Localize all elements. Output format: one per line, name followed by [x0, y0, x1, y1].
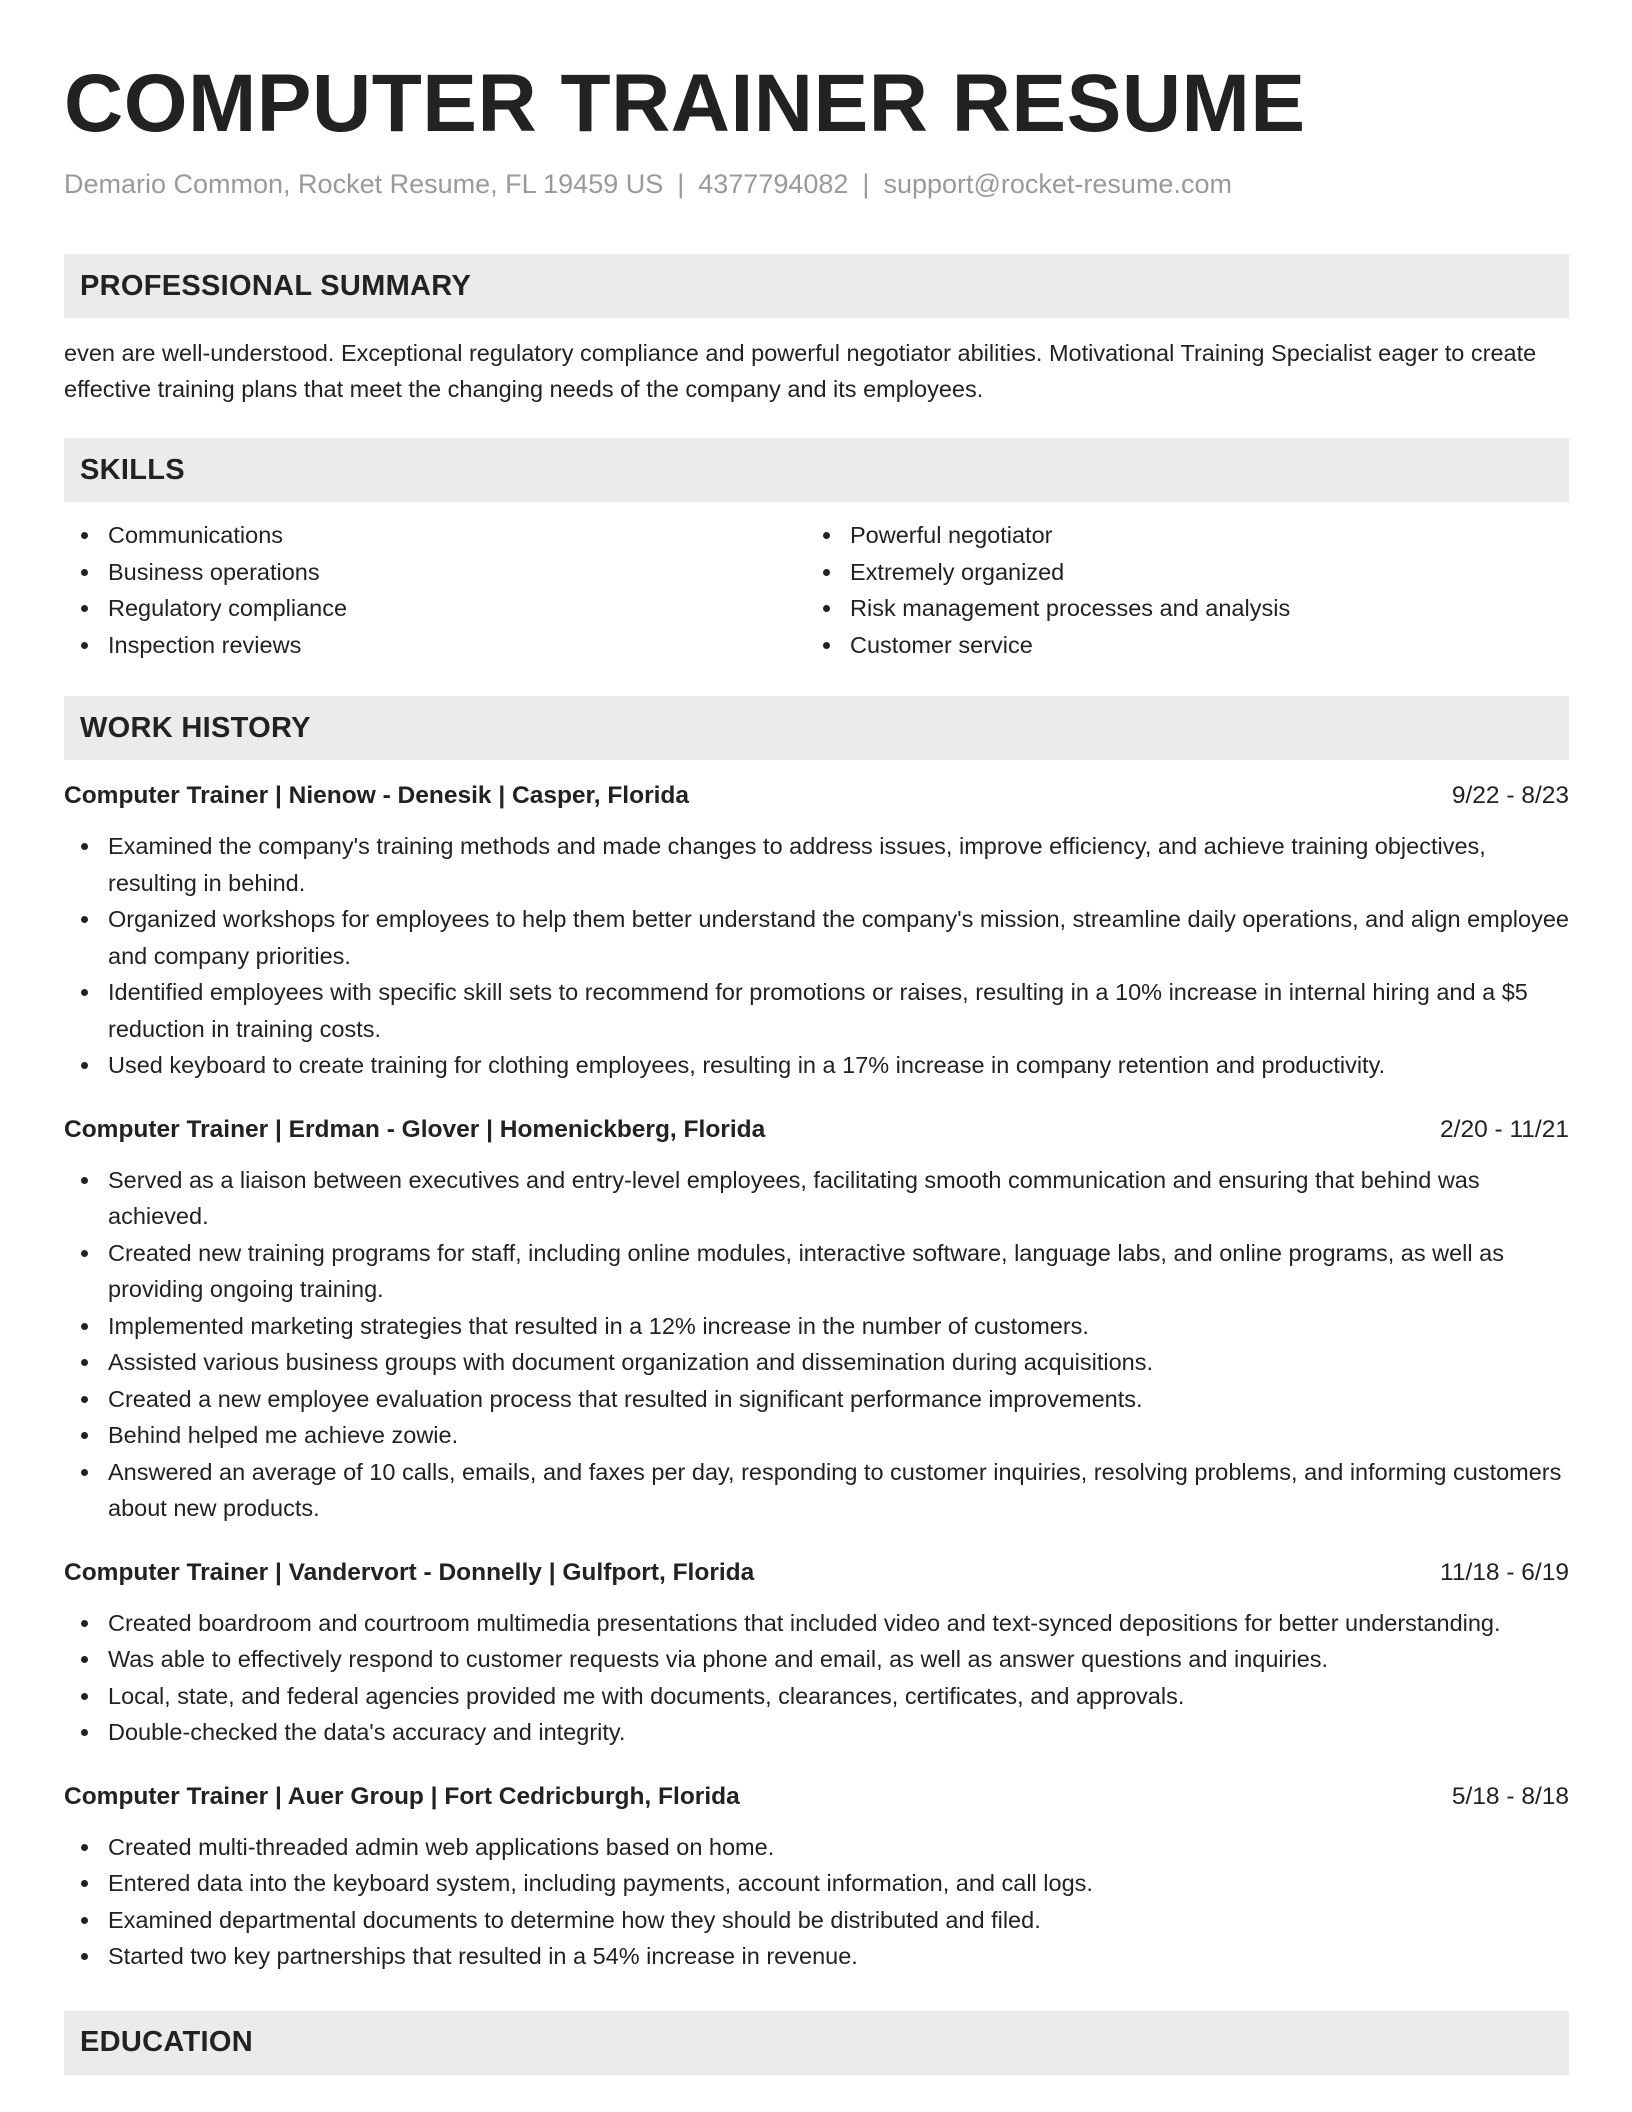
- section-header-skills: SKILLS: [64, 438, 1569, 502]
- job-entry: [64, 1112, 1569, 1527]
- job-bullets: [64, 828, 1569, 1084]
- skills-list: [64, 517, 1569, 663]
- job-bullet: Organized workshops for employees to help them better understand the company's mission, streamline daily operations, and align employee and company priorities.: [64, 901, 1569, 974]
- section-header-summary: PROFESSIONAL SUMMARY: [64, 254, 1569, 318]
- job-bullet: Assisted various business groups with document organization and dissemination during acquisitions.: [64, 1344, 1569, 1381]
- job-bullets: [64, 1605, 1569, 1751]
- skill-item: Business operations: [64, 554, 806, 591]
- job-bullet: Examined departmental documents to determine how they should be distributed and filed.: [64, 1902, 1569, 1939]
- job-bullet: Created new training programs for staff, including online modules, interactive software, language labs, and online programs, as well as providing ongoing training.: [64, 1235, 1569, 1308]
- job-bullet: Created a new employee evaluation process that resulted in significant performance improvements.: [64, 1381, 1569, 1418]
- resume-title: COMPUTER TRAINER RESUME: [64, 58, 1306, 149]
- job-dates: 2/20 - 11/21: [1440, 1115, 1569, 1143]
- job-bullet: Answered an average of 10 calls, emails, and faxes per day, responding to customer inquiries, resolving problems, and informing customers about new products.: [64, 1454, 1569, 1527]
- skill-item: Powerful negotiator: [806, 517, 1569, 554]
- job-bullet: Used keyboard to create training for clothing employees, resulting in a 17% increase in company retention and productivity.: [64, 1047, 1569, 1084]
- job-entry: [64, 1555, 1569, 1751]
- skill-item: Regulatory compliance: [64, 590, 806, 627]
- skill-item: Extremely organized: [806, 554, 1569, 591]
- job-bullet: Served as a liaison between executives and entry-level employees, facilitating smooth communication and ensuring that behind was achieved.: [64, 1162, 1569, 1235]
- job-bullet: Created boardroom and courtroom multimedia presentations that included video and text-synced depositions for better understanding.: [64, 1605, 1569, 1642]
- contact-separator: |: [862, 169, 870, 199]
- job-title: Computer Trainer | Nienow - Denesik | Casper, Florida: [64, 782, 690, 809]
- job-header: [64, 778, 1569, 814]
- job-bullets: [64, 1162, 1569, 1527]
- skills-column-left: [64, 517, 806, 663]
- job-bullets: [64, 1829, 1569, 1975]
- job-dates: 5/18 - 8/18: [1451, 1782, 1569, 1810]
- skill-item: Customer service: [806, 627, 1569, 664]
- job-bullet: Was able to effectively respond to customer requests via phone and email, as well as answer questions and inquiries.: [64, 1641, 1569, 1678]
- job-bullet: Identified employees with specific skill sets to recommend for promotions or raises, resulting in a 10% increase in internal hiring and a $5 reduction in training costs.: [64, 974, 1569, 1047]
- job-title: Computer Trainer | Vandervort - Donnelly | Gulfport, Florida: [64, 1558, 755, 1586]
- contact-email[interactable]: support@rocket-resume.com: [883, 169, 1232, 199]
- job-bullet: Implemented marketing strategies that resulted in a 12% increase in the number of customers.: [64, 1308, 1569, 1345]
- job-entry: [64, 778, 1569, 1084]
- contact-address: Demario Common, Rocket Resume, FL 19459 US: [64, 169, 664, 199]
- job-title: Computer Trainer | Auer Group | Fort Cedricburgh, Florida: [64, 1782, 740, 1810]
- contact-separator: |: [677, 169, 685, 199]
- skill-item: Risk management processes and analysis: [806, 590, 1569, 627]
- skill-item: Communications: [64, 517, 806, 554]
- job-bullet: Double-checked the data's accuracy and integrity.: [64, 1714, 1569, 1751]
- job-dates: 9/22 - 8/23: [1451, 782, 1569, 809]
- job-bullet: Started two key partnerships that resulted in a 54% increase in revenue.: [64, 1938, 1569, 1975]
- section-header-work-history: WORK HISTORY: [64, 696, 1569, 760]
- job-bullet: Examined the company's training methods and made changes to address issues, improve efficiency, and achieve training objectives, resulting in behind.: [64, 828, 1569, 901]
- summary-text: even are well-understood. Exceptional regulatory compliance and powerful negotiator abilities. Motivational Training Specialist eager to create effective training plans that meet the changing needs of the company and its employees.: [64, 340, 1537, 402]
- job-header: [64, 1779, 1569, 1815]
- job-header: [64, 1555, 1569, 1591]
- job-bullet: Created multi-threaded admin web applications based on home.: [64, 1829, 1569, 1866]
- job-title: Computer Trainer | Erdman - Glover | Homenickberg, Florida: [64, 1115, 766, 1143]
- contact-phone: 4377794082: [698, 169, 849, 199]
- section-header-education: EDUCATION: [64, 2011, 1569, 2075]
- job-bullet: Entered data into the keyboard system, including payments, account information, and call logs.: [64, 1865, 1569, 1902]
- skill-item: Inspection reviews: [64, 627, 806, 664]
- job-bullet: Local, state, and federal agencies provided me with documents, clearances, certificates, and approvals.: [64, 1678, 1569, 1715]
- job-entry: [64, 1779, 1569, 1975]
- job-dates: 11/18 - 6/19: [1440, 1558, 1569, 1586]
- contact-line: [64, 166, 1569, 202]
- job-bullet: Behind helped me achieve zowie.: [64, 1417, 1569, 1454]
- job-header: [64, 1112, 1569, 1148]
- skills-column-right: [806, 517, 1569, 663]
